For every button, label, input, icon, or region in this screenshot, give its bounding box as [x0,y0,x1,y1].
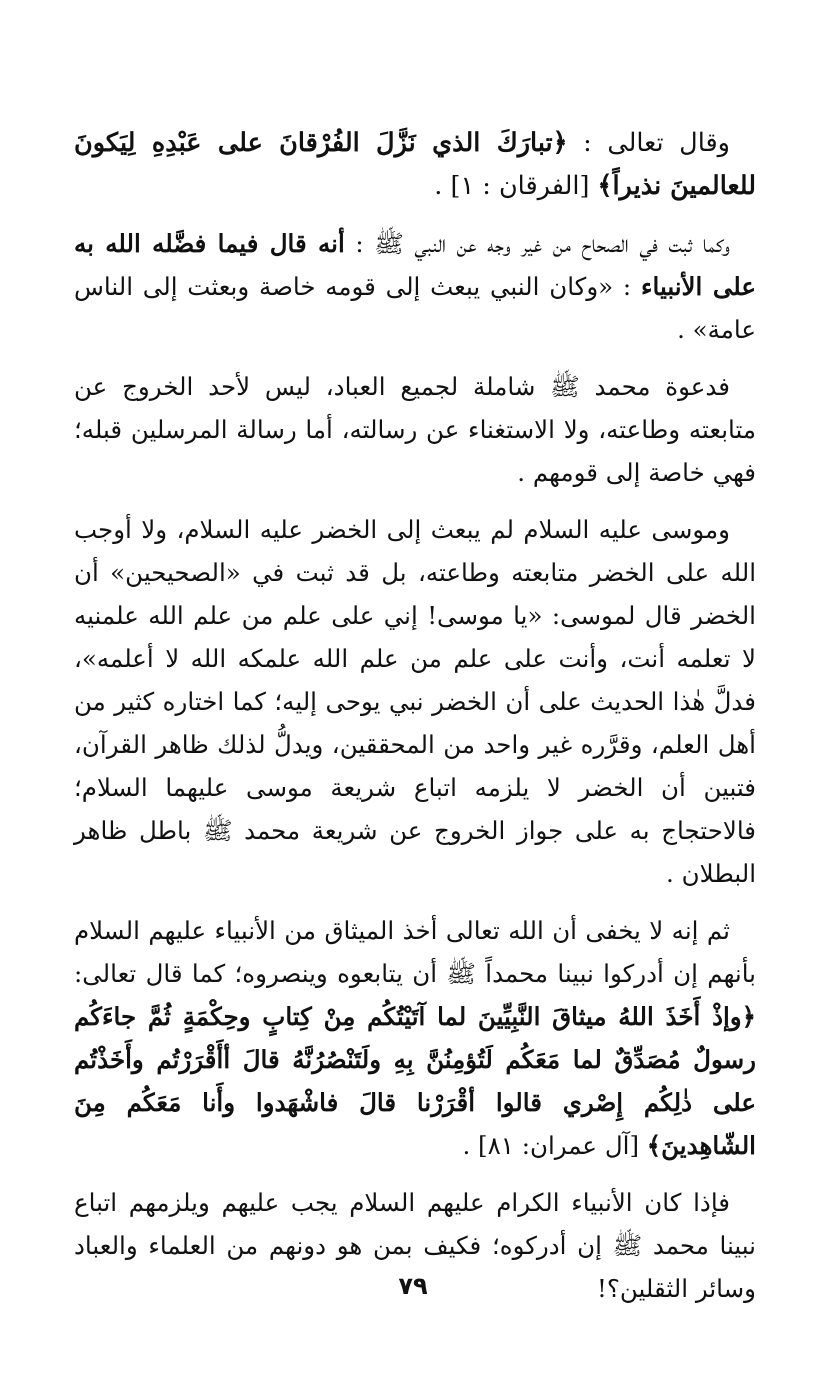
hadith-quote: : «وكان النبي يبعث إلى قومه خاصة وبعثت إلى الناس عامة» . [74,272,756,344]
paragraph-quran-furqan [74,122,756,208]
quran-verse: ﴿وإذْ أَخَذَ اللهُ ميثاقَ النَّبِيِّينَ لما آتَيْتُكُم مِنْ كِتابٍ وحِكْمَةٍ ثُمَّ جاءَكُم رسولٌ مُصَدِّقٌ لما مَعَكُم لَتُؤمِنُنَّ بِهِ ولَتَنْصُرُنَّهُ قالَ أأَقْرَرْتُم وأَخَذْتُم على ذٰلِكُم إِصْري قالوا أقْرَرْنا قالَ فاشْهَدوا وأَنا مَعَكُم مِنَ الشّاهِدينَ﴾ [74,1002,756,1160]
paragraph-universal-message: فدعوة محمد ﷺ شاملة لجميع العباد، ليس لأحد الخروج عن متابعته وطاعته، ولا الاستغناء عن رسالته، أما رسالة المرسلين قبله؛ فهي خاصة إلى قومهم . [74,372,756,487]
paragraph-intro: ثم إنه لا يخفى أن الله تعالى أخذ الميثاق من الأنبياء عليهم السلام بأنهم إن أدركوا نبينا محمداً ﷺ أن يتابعوه وينصروه؛ كما قال تعالى: [74,916,756,988]
quran-verse: ﴿تبارَكَ الذي نَزَّلَ الفُرْقانَ على عَبْدِهِ لِيَكونَ للعالمينَ نذيراً﴾ [74,128,756,201]
paragraph-khidr: وموسى عليه السلام لم يبعث إلى الخضر عليه السلام، ولا أوجب الله على الخضر متابعته وطاعته، بل قد ثبت في «الصحيحين» أن الخضر قال لموسى: «يا موسى! إني على علم من علم الله علمنيه لا تعلمه أنت، وأنت على علم من علم الله علمكه الله لا أعلمه»، فدلَّ هٰذا الحديث على أن الخضر نبي يوحى إليه؛ كما اختاره كثير من أهل العلم، وقرَّره غير واحد من المحققين، ويدلُّ لذلك ظاهر القرآن، فتبين أن الخضر لا يلزمه اتباع شريعة موسى عليهما السلام؛ فالاحتجاج به على جواز الخروج عن شريعة محمد ﷺ باطل ظاهر البطلان . [74,515,756,888]
page-body [74,122,756,1310]
paragraph-intro: وكما ثبت في الصحاح من غير وجه عن النبي ﷺ : [344,229,730,258]
paragraph-hadith [74,222,756,351]
paragraph-bold-text: أنه قال فيما فضَّله الله به على الأنبياء [74,229,756,301]
page-number: ٧٩ [398,1272,428,1300]
paragraph-covenant [74,909,756,1167]
verse-reference: [آل عمران: ٨١] . [462,1131,647,1160]
verse-reference: [الفرقان : ١] . [434,171,598,201]
paragraph-intro: وقال تعالى : [567,128,730,158]
paragraph-conclusion: فإذا كان الأنبياء الكرام عليهم السلام يجب عليهم ويلزمهم اتباع نبينا محمد ﷺ إن أدركوه؛ فكيف بمن هو دونهم من العلماء والعباد وسائر الثقلين؟! [74,1188,756,1303]
